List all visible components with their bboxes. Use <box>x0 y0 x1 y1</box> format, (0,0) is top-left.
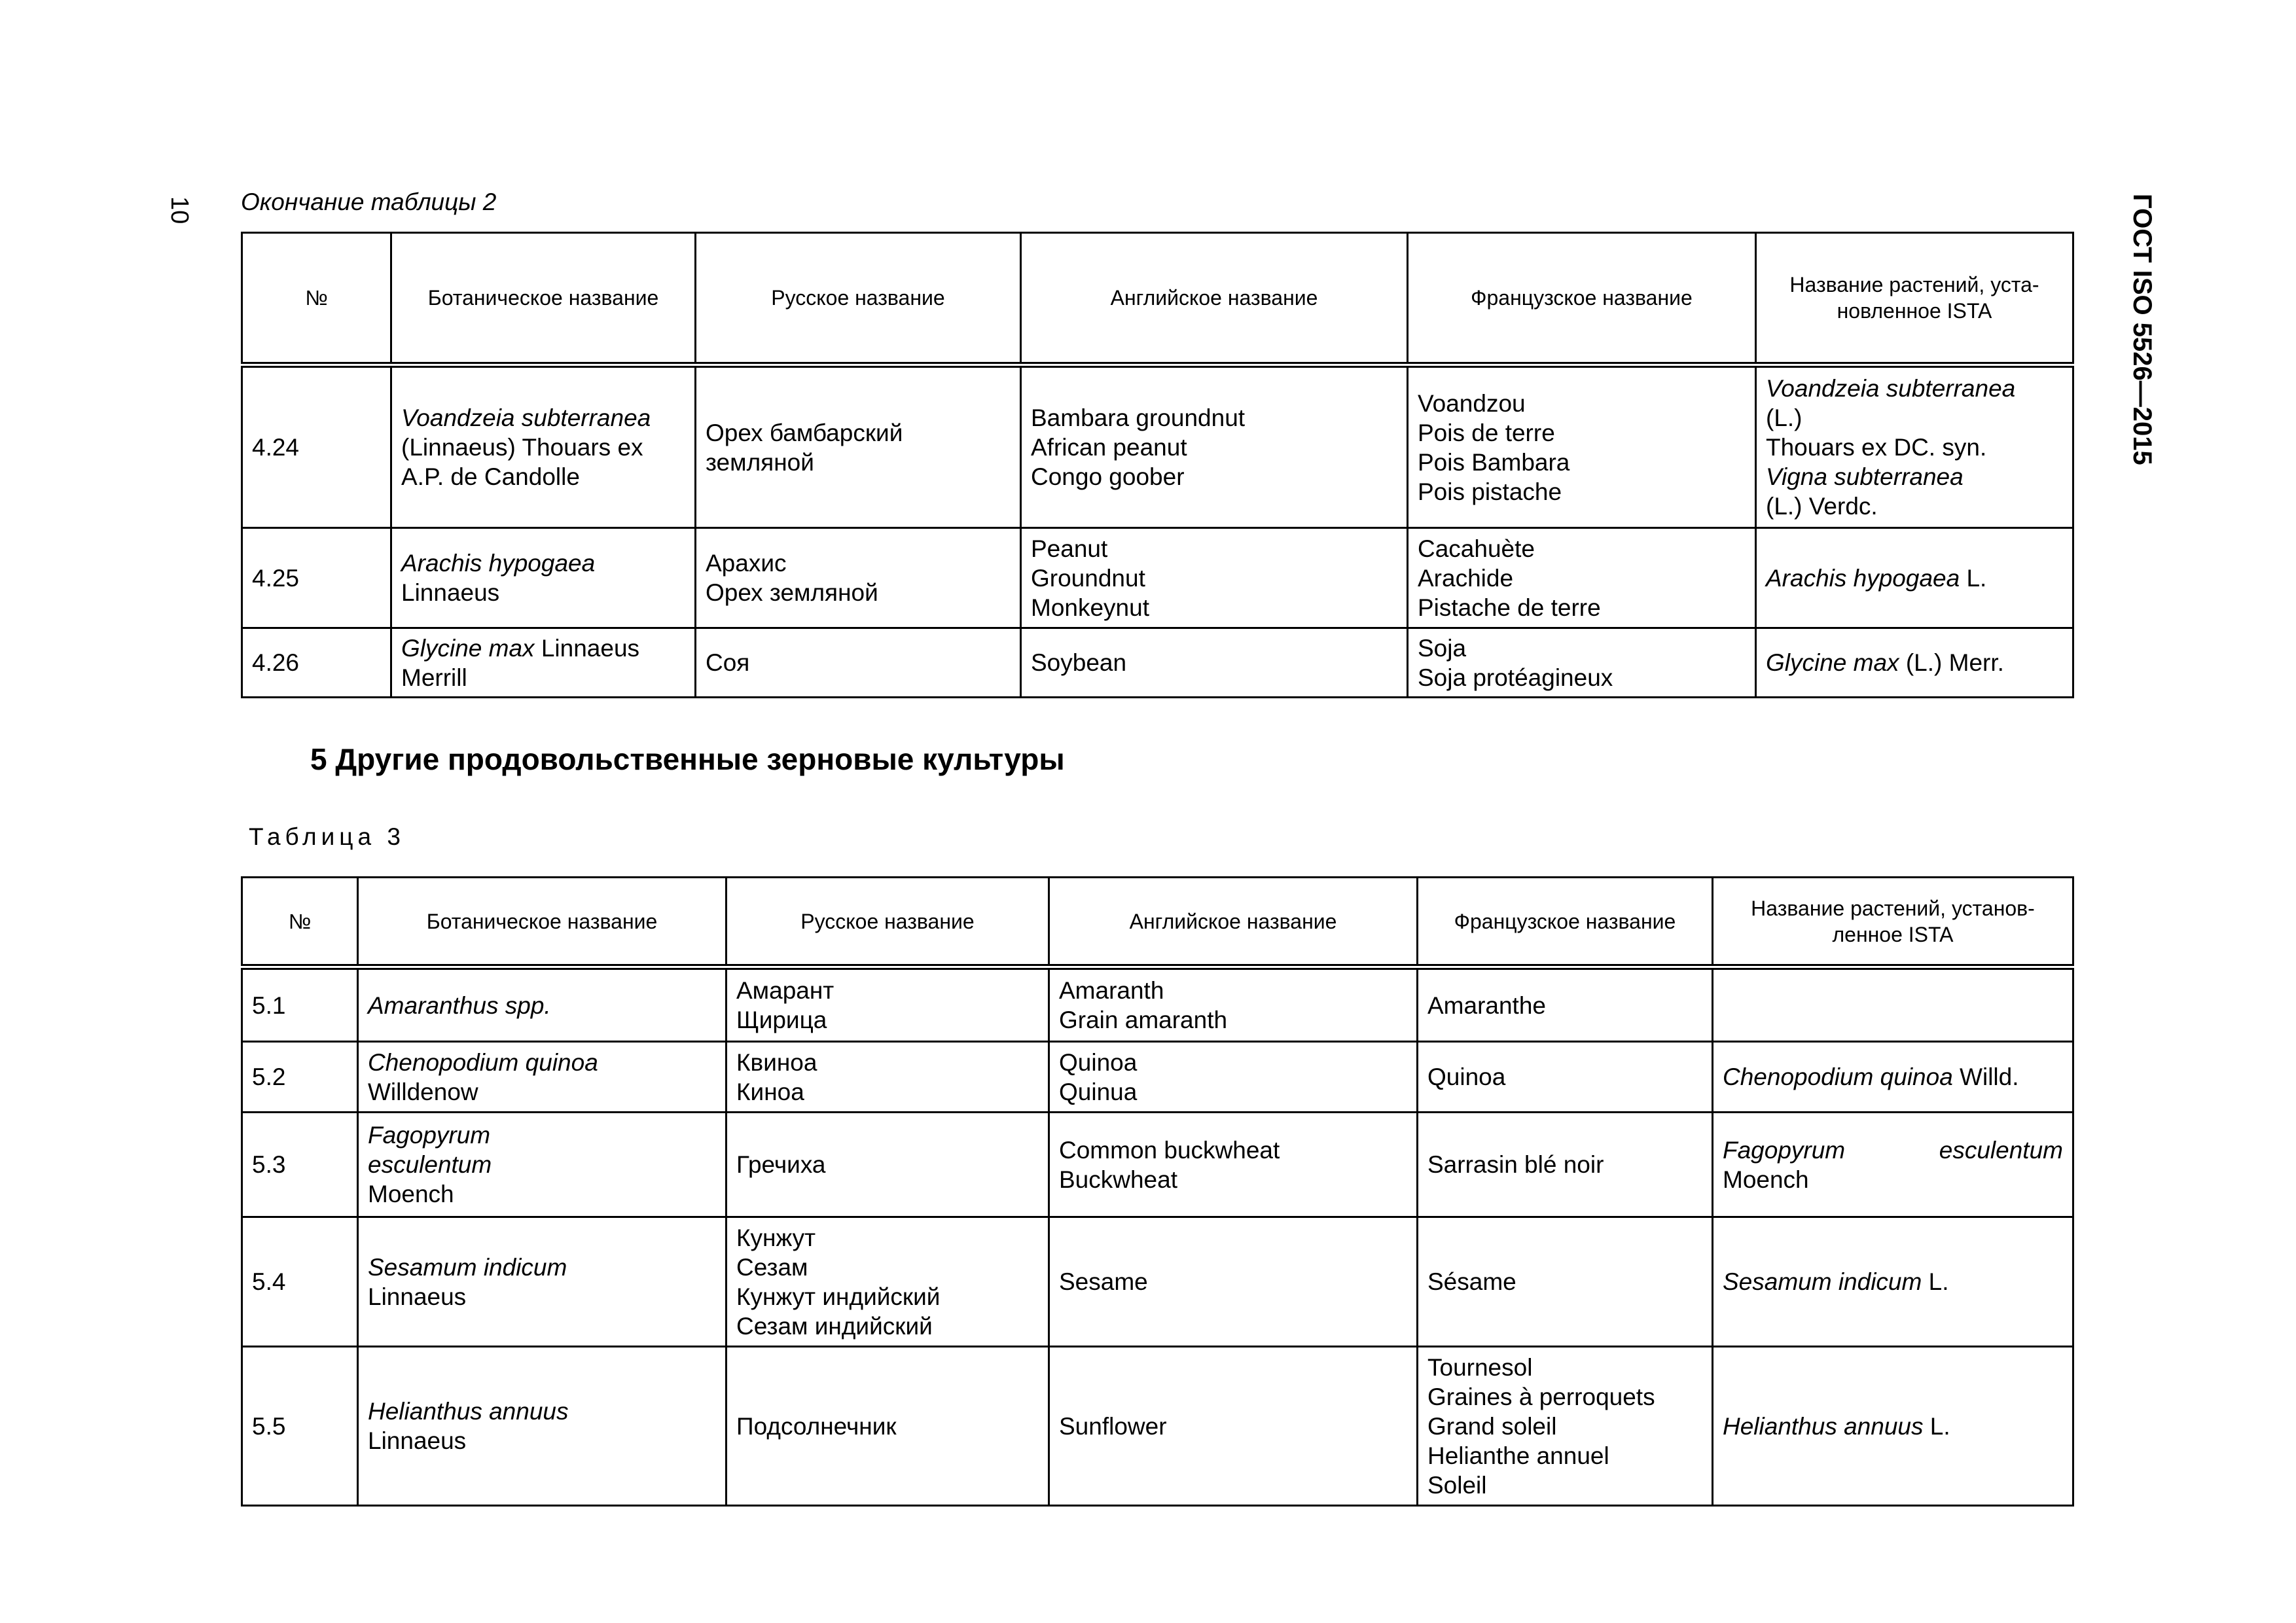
header-ista <box>1713 878 2073 967</box>
french-line: Helianthe annuel <box>1427 1442 1609 1469</box>
header-english: Английское название <box>1021 233 1408 365</box>
table-row <box>242 1347 2073 1506</box>
cell-english <box>1021 365 1408 528</box>
table3-label: Таблица 3 <box>249 823 405 850</box>
cell-botanical <box>391 628 696 698</box>
cell-french <box>1408 628 1756 698</box>
french-line: Soja protéagineux <box>1418 664 1613 691</box>
russian-line: Арахис <box>706 550 787 577</box>
ista-italic: Arachis hypogaea <box>1766 564 1960 592</box>
cell-num: 5.5 <box>242 1347 358 1506</box>
botanical-line: Linnaeus <box>401 579 500 606</box>
ista-italic: Chenopodium quinoa <box>1723 1063 1953 1090</box>
botanical-italic: Amaranthus spp. <box>368 991 551 1019</box>
cell-english <box>1021 628 1408 698</box>
cell-ista <box>1713 1042 2073 1113</box>
french-line: Soleil <box>1427 1471 1487 1499</box>
cell-english <box>1049 1217 1418 1347</box>
ista-italic-word: Fagopyrum <box>1723 1136 1846 1164</box>
cell-num: 4.24 <box>242 365 391 528</box>
french-line: Pois de terre <box>1418 419 1555 446</box>
french-line: Pistache de terre <box>1418 594 1601 621</box>
table-row <box>242 365 2073 528</box>
cell-ista <box>1713 1113 2073 1217</box>
cell-french <box>1408 528 1756 628</box>
cell-french <box>1408 365 1756 528</box>
english-line: African peanut <box>1031 434 1187 461</box>
cell-ista <box>1713 1217 2073 1347</box>
english-line: Congo goober <box>1031 463 1185 490</box>
ista-author: (L.) Merr. <box>1899 649 2004 676</box>
ista-line: Thouars ex DC. syn. <box>1766 434 1987 461</box>
ista-italic: Sesamum indicum <box>1723 1268 1922 1295</box>
page-number: 10 <box>166 196 193 224</box>
russian-line: Сезам индийский <box>736 1312 933 1340</box>
cell-russian <box>726 1113 1049 1217</box>
cell-botanical <box>358 1113 726 1217</box>
header-ista-line: новленное ISTA <box>1837 299 1992 323</box>
russian-line: Орех бамбарский земляной <box>706 419 903 476</box>
header-num: № <box>242 878 358 967</box>
french-line: Pois pistache <box>1418 478 1562 505</box>
french-line: Quinoa <box>1427 1063 1506 1090</box>
russian-line: Амарант <box>736 977 834 1004</box>
cell-botanical <box>358 1042 726 1113</box>
ista-line: (L.) Verdc. <box>1766 493 1878 520</box>
cell-french <box>1418 967 1713 1042</box>
cell-botanical <box>391 365 696 528</box>
cell-english <box>1049 1347 1418 1506</box>
french-line: Tournesol <box>1427 1353 1533 1381</box>
ista-italic: Helianthus annuus <box>1723 1412 1924 1440</box>
botanical-line: (Linnaeus) Thouars ex <box>401 434 643 461</box>
english-line: Amaranth <box>1059 977 1164 1004</box>
header-num: № <box>242 233 391 365</box>
botanical-line: Linnaeus <box>368 1427 467 1454</box>
english-line: Bambara groundnut <box>1031 404 1246 431</box>
botanical-italic: Arachis hypogaea <box>401 550 596 577</box>
cell-num: 4.25 <box>242 528 391 628</box>
ista-author: L. <box>1923 1412 1950 1440</box>
header-botanical: Ботаническое название <box>391 233 696 365</box>
russian-line: Кунжут <box>736 1224 816 1251</box>
botanical-line: Linnaeus <box>368 1283 467 1310</box>
cell-ista <box>1713 967 2073 1042</box>
english-line: Monkeynut <box>1031 594 1149 621</box>
russian-line: Подсолнечник <box>736 1412 897 1440</box>
botanical-italic: Helianthus annuus <box>368 1398 569 1425</box>
english-line: Sunflower <box>1059 1412 1167 1440</box>
botanical-italic: Fagopyrum <box>368 1122 491 1149</box>
russian-line: Щирица <box>736 1007 827 1033</box>
french-line: Sarrasin blé noir <box>1427 1151 1604 1178</box>
cell-russian <box>696 528 1021 628</box>
cell-french <box>1418 1042 1713 1113</box>
header-french: Французское название <box>1418 878 1713 967</box>
table-row <box>242 1217 2073 1347</box>
header-russian: Русское название <box>726 878 1049 967</box>
header-ista-line: Название растений, уста- <box>1789 273 2039 296</box>
cell-botanical <box>358 1217 726 1347</box>
table-row <box>242 1042 2073 1113</box>
table-row <box>242 628 2073 698</box>
ista-italic-line <box>1723 1135 2063 1165</box>
header-ista <box>1756 233 2073 365</box>
russian-line: Квиноа <box>736 1048 817 1076</box>
botanical-first-line <box>401 633 685 663</box>
ista-author: L. <box>1922 1268 1949 1295</box>
ista-author: L. <box>1960 564 1987 592</box>
cell-english <box>1021 528 1408 628</box>
table-3 <box>241 876 2074 1507</box>
cell-russian <box>696 628 1021 698</box>
english-line: Buckwheat <box>1059 1166 1177 1193</box>
botanical-line: Moench <box>368 1181 454 1207</box>
cell-ista <box>1756 528 2073 628</box>
header-botanical: Ботаническое название <box>358 878 726 967</box>
ista-line: Moench <box>1723 1166 1809 1193</box>
table-row <box>242 1113 2073 1217</box>
cell-russian <box>726 1042 1049 1113</box>
english-line: Quinua <box>1059 1078 1138 1105</box>
french-line: Soja <box>1418 634 1467 662</box>
english-line: Common buckwheat <box>1059 1136 1280 1164</box>
english-line: Soybean <box>1031 649 1127 676</box>
ista-italic-word: esculentum <box>1939 1136 2063 1164</box>
botanical-line: Merrill <box>401 664 467 691</box>
cell-french <box>1418 1113 1713 1217</box>
cell-french <box>1418 1217 1713 1347</box>
cell-num: 5.2 <box>242 1042 358 1113</box>
cell-ista <box>1756 628 2073 698</box>
russian-line: Кунжут индийский <box>736 1283 941 1310</box>
table-row <box>242 528 2073 628</box>
botanical-italic: esculentum <box>368 1151 492 1178</box>
french-line: Voandzou <box>1418 389 1526 417</box>
french-line: Sésame <box>1427 1268 1516 1295</box>
cell-ista <box>1756 365 2073 528</box>
russian-line: Гречиха <box>736 1151 826 1178</box>
cell-botanical <box>358 1347 726 1506</box>
ista-italic: Glycine max <box>1766 649 1899 676</box>
botanical-line: Willdenow <box>368 1078 478 1105</box>
botanical-italic: Sesamum indicum <box>368 1253 567 1281</box>
document-code: ГОСТ ISO 5526—2015 <box>2128 194 2157 465</box>
header-ista-line: Название растений, установ- <box>1751 896 2035 920</box>
french-line: Pois Bambara <box>1418 448 1570 476</box>
cell-ista <box>1713 1347 2073 1506</box>
cell-french <box>1418 1347 1713 1506</box>
cell-english <box>1049 967 1418 1042</box>
ista-italic: Vigna subterranea <box>1766 463 1964 490</box>
russian-line: Киноа <box>736 1078 804 1105</box>
cell-russian <box>696 365 1021 528</box>
table2-continuation-caption: Окончание таблицы 2 <box>241 188 497 215</box>
cell-russian <box>726 1217 1049 1347</box>
botanical-italic: Voandzeia subterranea <box>401 404 651 431</box>
header-french: Французское название <box>1408 233 1756 365</box>
french-line: Cacahuète <box>1418 535 1535 562</box>
french-line: Grand soleil <box>1427 1412 1557 1440</box>
russian-line: Соя <box>706 649 750 676</box>
botanical-author: Linnaeus <box>534 634 640 662</box>
cell-num: 5.3 <box>242 1113 358 1217</box>
cell-num: 5.1 <box>242 967 358 1042</box>
header-russian: Русское название <box>696 233 1021 365</box>
english-line: Peanut <box>1031 535 1108 562</box>
french-line: Arachide <box>1418 564 1514 592</box>
french-line: Graines à perroquets <box>1427 1383 1655 1410</box>
cell-english <box>1049 1113 1418 1217</box>
french-line: Amaranthe <box>1427 991 1546 1019</box>
english-line: Sesame <box>1059 1268 1148 1295</box>
botanical-italic: Chenopodium quinoa <box>368 1048 598 1076</box>
table-header-row <box>242 233 2073 365</box>
cell-botanical <box>358 967 726 1042</box>
ista-italic: Voandzeia subterranea <box>1766 375 2016 402</box>
english-line: Quinoa <box>1059 1048 1138 1076</box>
russian-line: Сезам <box>736 1253 808 1281</box>
header-ista-line: ленное ISTA <box>1832 922 1954 946</box>
ista-author: Willd. <box>1952 1063 2019 1090</box>
table-row <box>242 967 2073 1042</box>
cell-botanical <box>391 528 696 628</box>
section-heading: 5 Другие продовольственные зерновые культуры <box>310 742 1065 776</box>
cell-russian <box>726 967 1049 1042</box>
ista-line: (L.) <box>1766 404 1803 431</box>
header-english: Английское название <box>1049 878 1418 967</box>
cell-russian <box>726 1347 1049 1506</box>
botanical-line: A.P. de Candolle <box>401 463 580 490</box>
russian-line: Орех земляной <box>706 579 878 606</box>
table-2 <box>241 232 2074 698</box>
table-header-row <box>242 878 2073 967</box>
cell-num: 5.4 <box>242 1217 358 1347</box>
cell-num: 4.26 <box>242 628 391 698</box>
botanical-italic: Glycine max <box>401 634 535 662</box>
english-line: Grain amaranth <box>1059 1007 1228 1033</box>
english-line: Groundnut <box>1031 564 1145 592</box>
cell-english <box>1049 1042 1418 1113</box>
